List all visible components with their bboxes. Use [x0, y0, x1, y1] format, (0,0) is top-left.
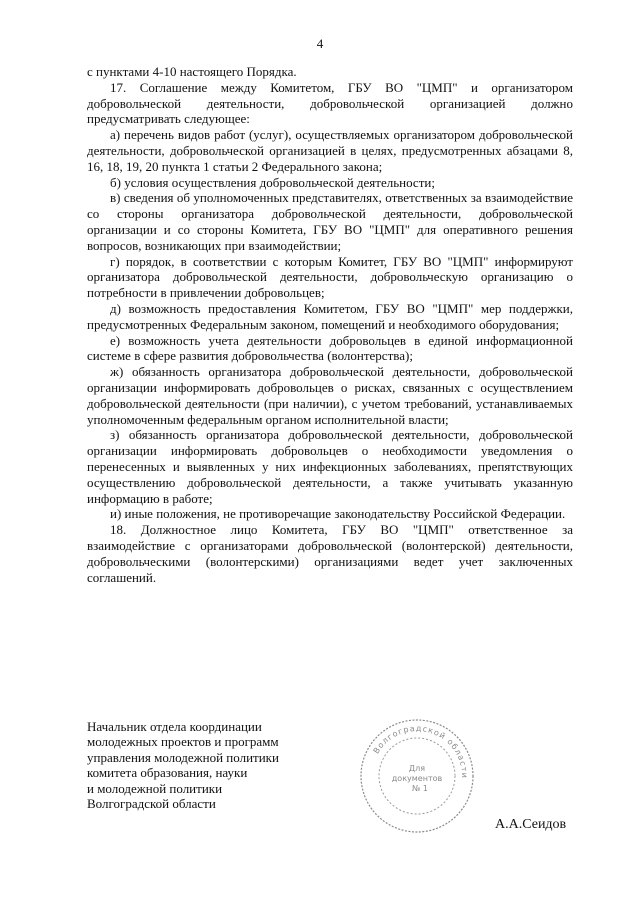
- stamp-line: Для: [408, 764, 426, 773]
- signatory-name: А.А.Сеидов: [495, 817, 567, 832]
- document-body: [87, 64, 573, 585]
- paragraph: 17. Соглашение между Комитетом, ГБУ ВО "ЦМП" и организатором добровольческой деятельности, добровольческой организацией должно предусматривать следующее:: [87, 79, 573, 127]
- position-line: управления молодежной политики: [87, 749, 279, 765]
- paragraph: и) иные положения, не противоречащие законодательству Российской Федерации.: [110, 506, 566, 522]
- stamp-line: документов: [391, 774, 443, 783]
- page-number: 4: [316, 36, 324, 51]
- position-line: Волгоградской области: [87, 796, 216, 812]
- paragraph: 18. Должностное лицо Комитета, ГБУ ВО "ЦМП" ответственное за взаимодействие с организаторами добровольческой (волонтерской) деятельности, добровольческими (волонтерскими) организациями ведет учет заключенных соглашений.: [87, 522, 573, 585]
- position-line: Начальник отдела координации: [87, 719, 262, 734]
- position-line: комитета образования, науки: [87, 765, 248, 781]
- stamp-ring-text: Волгоградской области: [371, 723, 470, 779]
- stamp-line: № 1: [412, 784, 428, 793]
- paragraph: б) условия осуществления добровольческой деятельности;: [110, 174, 435, 190]
- paragraph: а) перечень видов работ (услуг), осуществляемых организатором добровольческой деятельности, добровольческой организацией в целях, предусмотренных абзацами 8, 16, 18, 19, 20 пункта 1 статьи 2 Федерального закона;: [87, 127, 573, 174]
- paragraph: д) возможность предоставления Комитетом, ГБУ ВО "ЦМП" мер поддержки, предусмотренных Федеральным законом, помещений и необходимого оборудования;: [87, 300, 573, 332]
- paragraph: в) сведения об уполномоченных представителях, ответственных за взаимодействие со стороны организатора добровольческой деятельности, добровольческой организации и со стороны Комитета, ГБУ ВО "ЦМП" для оперативного решения вопросов, возникающих при взаимодействии;: [87, 190, 573, 253]
- paragraph: з) обязанность организатора добровольческой деятельности, добровольческой организации информировать добровольцев о необходимости уведомления о перенесенных и выявленных у них инфекционных заболеваниях, препятствующих осуществлению добровольческой деятельности, а также учитывать указанную информацию в работе;: [87, 427, 573, 506]
- paragraph: е) возможность учета деятельности добровольцев в единой информационной системе в сфере развития добровольчества (волонтерства);: [87, 332, 573, 364]
- signatory-position: [87, 719, 327, 811]
- paragraph: с пунктами 4-10 настоящего Порядка.: [87, 64, 297, 79]
- position-line: и молодежной политики: [87, 780, 223, 796]
- official-stamp-icon: [358, 717, 476, 835]
- paragraph: ж) обязанность организатора добровольческой деятельности, добровольческой организации информировать добровольцев о рисках, связанных с осуществлением добровольческой деятельности (при наличии), с учетом требований, устанавливаемых уполномоченным федеральным органом исполнительной власти;: [87, 364, 573, 427]
- position-line: молодежных проектов и программ: [87, 734, 279, 750]
- paragraph: г) порядок, в соответствии с которым Комитет, ГБУ ВО "ЦМП" информируют организатора добровольческой деятельности, добровольческую организацию о потребности в привлечении добровольцев;: [87, 253, 573, 301]
